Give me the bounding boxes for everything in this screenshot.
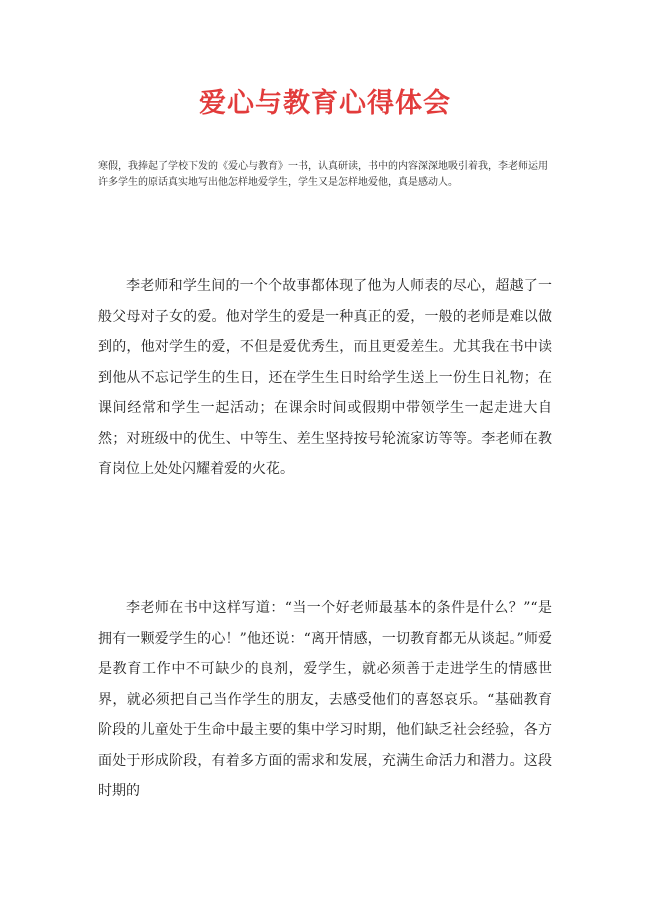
body-paragraph-1: 李老师和学生间的一个个故事都体现了他为人师表的尽心，超越了一般父母对子女的爱。他对学生的爱是一种真正的爱，一般的老师是难以做到的，他对学生的爱，不但是爱优秀生，而且更爱差生。尤其我在书中读到他从不忘记学生的生日，还在学生生日时给学生送上一份生日礼物；在课间经常和学生一起活动；在课余时间或假期中带领学生一起走进大自然；对班级中的优生、中等生、差生坚持按号轮流家访等等。李老师在教育岗位上处处闪耀着爱的火花。 (98, 278, 552, 477)
document-title: 爱心与教育心得体会 (199, 88, 451, 119)
body-paragraph-2: 李老师在书中这样写道：“当一个好老师最基本的条件是什么？”“是拥有一颗爱学生的心！”他还说：“离开情感，一切教育都无从谈起。”师爱是教育工作中不可缺少的良剂，爱学生，就必须善于走进学生的情感世界，就必须把自己当作学生的朋友，去感受他们的喜怒哀乐。“基础教育阶段的儿童处于生命中最主要的集中学习时期，他们缺乏社会经验，各方面处于形成阶段，有着多方面的需求和发展，充满生命活力和潜力。这段时期的 (98, 600, 552, 799)
intro-paragraph: 寒假，我捧起了学校下发的《爱心与教育》一书，认真研读，书中的内容深深地吸引着我，李老师运用许多学生的原话真实地写出他怎样地爱学生，学生又是怎样地爱他，真是感动人。 (98, 161, 548, 188)
